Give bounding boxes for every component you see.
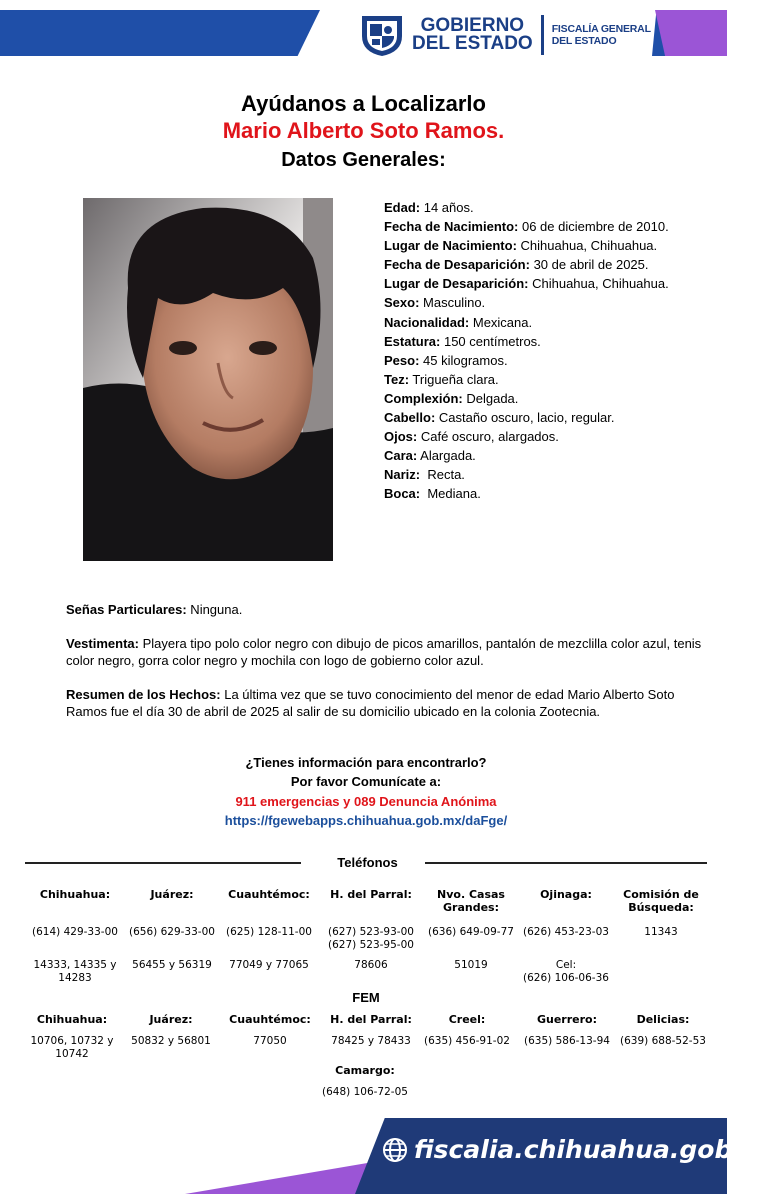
phone-number: (636) 649-09-77 (428, 926, 514, 938)
phone-number: 11343 (644, 926, 678, 938)
cta-emergency-numbers: 911 emergencias y 089 Denuncia Anónima (235, 794, 497, 809)
fiscalia-line1: FISCALÍA GENERAL (551, 23, 651, 35)
phone-extension: 77049 y 77065 (229, 959, 309, 971)
footer-url[interactable]: fiscalia.chihuahua.gob.mx (414, 1135, 784, 1164)
detail-row (384, 293, 684, 312)
detail-row (384, 427, 684, 446)
detail-value: Delgada. (462, 390, 519, 406)
detail-row (384, 236, 684, 255)
detail-value: Alargada. (417, 448, 476, 464)
fem-phone: (635) 586-13-94 (524, 1035, 610, 1047)
phones-header: Chihuahua: (39, 888, 111, 901)
fem-header: Chihuahua: (36, 1013, 108, 1026)
cta-contact: Por favor Comunícate a: (290, 774, 442, 789)
fem-phone: 78425 y 78433 (331, 1035, 411, 1047)
phone-extension: 51019 (454, 959, 488, 971)
camargo-label: Camargo: (335, 1064, 395, 1077)
header-stripe-left (0, 10, 320, 56)
fem-header: Guerrero: (536, 1013, 597, 1026)
fem-phone: 77050 (253, 1035, 287, 1047)
detail-value: Mediana. (420, 486, 481, 502)
phones-header: H. del Parral: (330, 888, 412, 901)
summary-of-events (66, 686, 706, 720)
detail-row (384, 198, 684, 217)
phone-extension: Cel: (626) 106-06-36 (523, 959, 609, 984)
detail-row (384, 274, 684, 293)
detail-value: Castaño oscuro, lacio, regular. (435, 410, 615, 426)
fiscalia-line2: DEL ESTADO (551, 35, 617, 47)
fem-header: Cuauhtémoc: (229, 1013, 311, 1026)
general-data-list (384, 198, 684, 504)
section-title: Datos Generales: (281, 149, 446, 171)
detail-label: Fecha de Nacimiento: (384, 219, 519, 235)
detail-value: 06 de diciembre de 2010. (518, 219, 669, 235)
footer-stripe-purple (185, 1160, 385, 1194)
distinctive-marks-label: Señas Particulares: (66, 602, 187, 617)
clothing (66, 635, 706, 669)
detail-value: Mexicana. (469, 314, 533, 330)
detail-value: 45 kilogramos. (419, 352, 508, 368)
fem-phone: 10706, 10732 y 10742 (30, 1035, 114, 1060)
cta-link[interactable]: https://fgewebapps.chihuahua.gob.mx/daFge/ (224, 813, 508, 828)
detail-row (384, 446, 684, 465)
detail-value: Chihuahua, Chihuahua. (516, 238, 658, 254)
detail-row (384, 370, 684, 389)
phones-divider-right (425, 862, 707, 864)
detail-row (384, 255, 684, 274)
detail-label: Nacionalidad: (384, 314, 470, 330)
portrait-illustration (83, 198, 333, 561)
state-crest-icon (358, 12, 406, 58)
gov-line2: DEL ESTADO (412, 33, 533, 54)
fem-phone: 50832 y 56801 (131, 1035, 211, 1047)
detail-row (384, 408, 684, 427)
missing-person-name: Mario Alberto Soto Ramos. (222, 118, 505, 143)
detail-label: Boca: (384, 486, 421, 502)
camargo-phone: (648) 106-72-05 (322, 1086, 408, 1098)
detail-value: Masculino. (419, 295, 486, 311)
phones-header: Nvo. Casas Grandes: (437, 888, 505, 914)
clothing-label: Vestimenta: (66, 636, 139, 651)
detail-label: Fecha de Desaparición: (384, 257, 530, 273)
government-logo (358, 12, 651, 58)
detail-value: 14 años. (420, 200, 474, 215)
detail-row (384, 389, 684, 408)
detail-label: Sexo: (384, 295, 420, 311)
detail-value: Chihuahua, Chihuahua. (528, 276, 669, 292)
detail-row (384, 217, 684, 236)
phones-header: Ojinaga: (540, 888, 592, 901)
page-title: Ayúdanos a Localizarlo (241, 91, 486, 116)
fem-header: Juárez: (149, 1013, 193, 1026)
distinctive-marks (66, 601, 706, 618)
detail-value: 150 centímetros. (440, 333, 541, 349)
phone-number: (656) 629-33-00 (129, 926, 215, 938)
phone-number: (625) 128-11-00 (226, 926, 312, 938)
footer-website[interactable] (382, 1135, 784, 1164)
globe-icon (382, 1137, 408, 1163)
phones-header: Comisión de Búsqueda: (623, 888, 699, 914)
detail-label: Peso: (384, 352, 420, 368)
detail-row (384, 332, 684, 351)
phone-number: (627) 523-93-00 (627) 523-95-00 (328, 926, 414, 951)
detail-label: Tez: (384, 371, 410, 387)
detail-row (384, 484, 684, 503)
phone-number: (626) 453-23-03 (523, 926, 609, 938)
phones-header: Cuauhtémoc: (228, 888, 310, 901)
distinctive-marks-value: Ninguna. (186, 602, 243, 617)
header-stripe-right-purple (655, 10, 727, 56)
detail-label: Nariz: (384, 467, 421, 483)
fem-header: H. del Parral: (330, 1013, 412, 1026)
fem-phone: (639) 688-52-53 (620, 1035, 706, 1047)
gov-line1: GOBIERNO (420, 15, 525, 36)
clothing-value: Playera tipo polo color negro con dibujo de picos amarillos, pantalón de mezclilla color azul, tenis color negro, gorra color negro y mochila con logo de gobierno color azul. (66, 636, 702, 668)
detail-row (384, 465, 684, 484)
phone-extension: 56455 y 56319 (132, 959, 212, 971)
detail-label: Edad: (384, 200, 421, 215)
detail-label: Ojos: (384, 429, 418, 445)
detail-label: Estatura: (384, 333, 441, 349)
logo-divider (541, 15, 544, 55)
detail-label: Lugar de Desaparición: (384, 276, 529, 292)
detail-value: Trigueña clara. (409, 371, 499, 387)
phone-number: (614) 429-33-00 (32, 926, 118, 938)
missing-person-photo (83, 198, 333, 561)
phone-extension: 14333, 14335 y 14283 (33, 959, 117, 984)
cta-question: ¿Tienes información para encontrarlo? (245, 755, 487, 770)
phones-title: Teléfonos (337, 855, 398, 870)
detail-label: Complexión: (384, 390, 463, 406)
fem-phone: (635) 456-91-02 (424, 1035, 510, 1047)
detail-label: Lugar de Nacimiento: (384, 238, 517, 254)
fem-header: Creel: (448, 1013, 486, 1026)
detail-value: Recta. (420, 467, 465, 483)
detail-row (384, 313, 684, 332)
detail-value: 30 de abril de 2025. (529, 257, 649, 273)
fem-header: Delicias: (636, 1013, 690, 1026)
fem-title: FEM (352, 990, 380, 1005)
detail-label: Cara: (384, 448, 418, 464)
summary-label: Resumen de los Hechos: (66, 687, 221, 702)
detail-label: Cabello: (384, 410, 436, 426)
summary-value: La última vez que se tuvo conocimiento del menor de edad Mario Alberto Soto Ramos fue el día 30 de abril de 2025 al salir de su domicilio ubicado en la colonia Zootecnia. (66, 687, 675, 719)
detail-value: Café oscuro, alargados. (417, 429, 559, 445)
phones-header: Juárez: (150, 888, 194, 901)
detail-row (384, 351, 684, 370)
phone-extension: 78606 (354, 959, 388, 971)
